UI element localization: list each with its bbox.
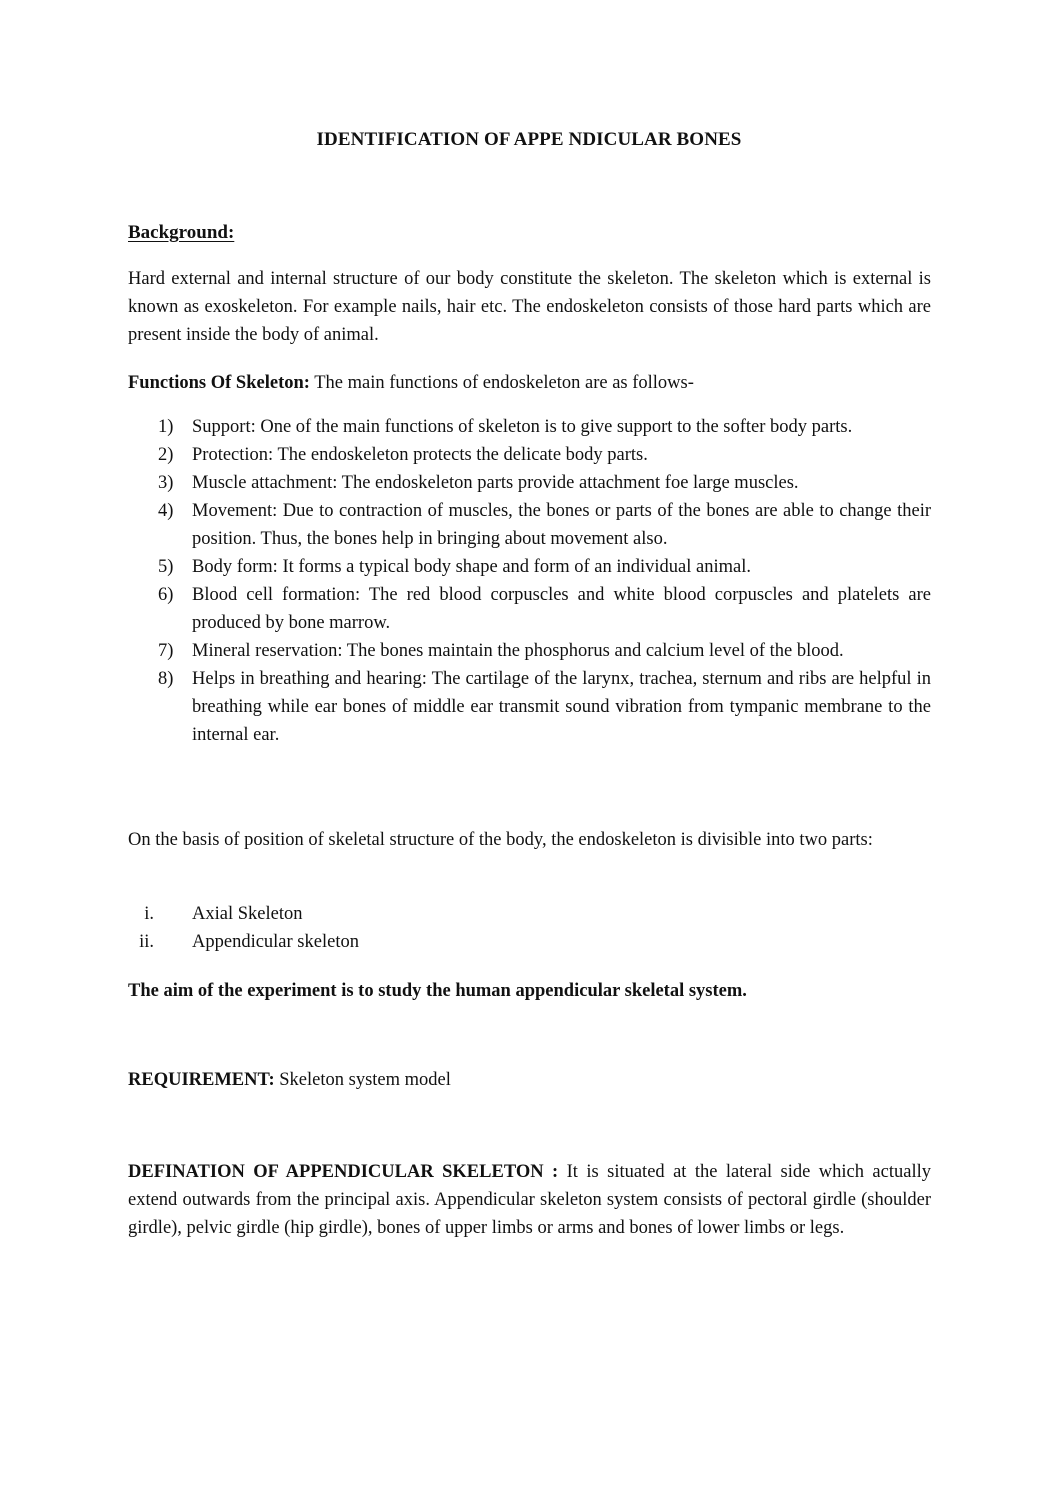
list-item	[128, 553, 931, 581]
list-text: Muscle attachment: The endoskeleton parts provide attachment foe large muscles.	[192, 473, 799, 493]
functions-intro-text: The main functions of endoskeleton are as follows-	[309, 373, 694, 393]
list-text: Helps in breathing and hearing: The cartilage of the larynx, trachea, sternum and ribs are helpful in breathing while ear bones of middle ear transmit sound vibration from tympanic membrane to the internal ear.	[192, 669, 931, 745]
list-number: 6)	[158, 585, 174, 605]
list-item	[128, 469, 931, 497]
definition-label: DEFINATION OF APPENDICULAR SKELETON :	[128, 1162, 559, 1182]
list-text: Mineral reservation: The bones maintain the phosphorus and calcium level of the blood.	[192, 641, 844, 661]
document-title: IDENTIFICATION OF APPE NDICULAR BONES	[316, 129, 742, 150]
list-text: Support: One of the main functions of skeleton is to give support to the softer body parts.	[192, 417, 853, 437]
aim-statement: The aim of the experiment is to study the human appendicular skeletal system.	[128, 981, 747, 1001]
list-text: Blood cell formation: The red blood corpuscles and white blood corpuscles and platelets are produced by bone marrow.	[192, 585, 931, 633]
definition-paragraph	[128, 1158, 931, 1242]
functions-list	[128, 413, 931, 749]
list-item	[128, 637, 931, 665]
parts-text: Axial Skeleton	[192, 904, 303, 924]
functions-intro	[128, 369, 931, 397]
list-number: 8)	[158, 669, 174, 689]
list-number: 7)	[158, 641, 174, 661]
list-item	[128, 497, 931, 553]
requirement-text: Skeleton system model	[274, 1070, 451, 1090]
parts-number: i.	[144, 904, 154, 924]
list-item	[128, 413, 931, 441]
parts-number: ii.	[139, 932, 154, 952]
functions-label: Functions Of Skeleton:	[128, 373, 310, 393]
list-item	[128, 581, 931, 637]
list-text: Body form: It forms a typical body shape and form of an individual animal.	[192, 557, 751, 577]
requirement-label: REQUIREMENT:	[128, 1070, 275, 1090]
list-text: Movement: Due to contraction of muscles, the bones or parts of the bones are able to change their position. Thus, the bones help in bringing about movement also.	[192, 501, 931, 549]
background-heading: Background:	[128, 222, 235, 243]
list-item	[128, 441, 931, 469]
parts-text: Appendicular skeleton	[192, 932, 359, 952]
division-paragraph: On the basis of position of skeletal structure of the body, the endoskeleton is divisible into two parts:	[128, 830, 873, 850]
background-paragraph: Hard external and internal structure of our body constitute the skeleton. The skeleton which is external is known as exoskeleton. For example nails, hair etc. The endoskeleton consists of those hard parts which are present inside the body of animal.	[128, 269, 931, 345]
requirement-line	[128, 1066, 931, 1094]
definition-text: It is situated at the lateral side which actually extend outwards from the principal axis. Appendicular skeleton system consists of pectoral girdle (shoulder girdle), pelvic girdle (hip girdle), bones of upper limbs or arms and bones of lower limbs or legs.	[128, 1162, 931, 1238]
list-number: 4)	[158, 501, 174, 521]
list-text: Protection: The endoskeleton protects the delicate body parts.	[192, 445, 648, 465]
list-number: 2)	[158, 445, 174, 465]
list-item	[128, 665, 931, 749]
list-number: 1)	[158, 417, 174, 437]
list-number: 3)	[158, 473, 174, 493]
list-number: 5)	[158, 557, 174, 577]
